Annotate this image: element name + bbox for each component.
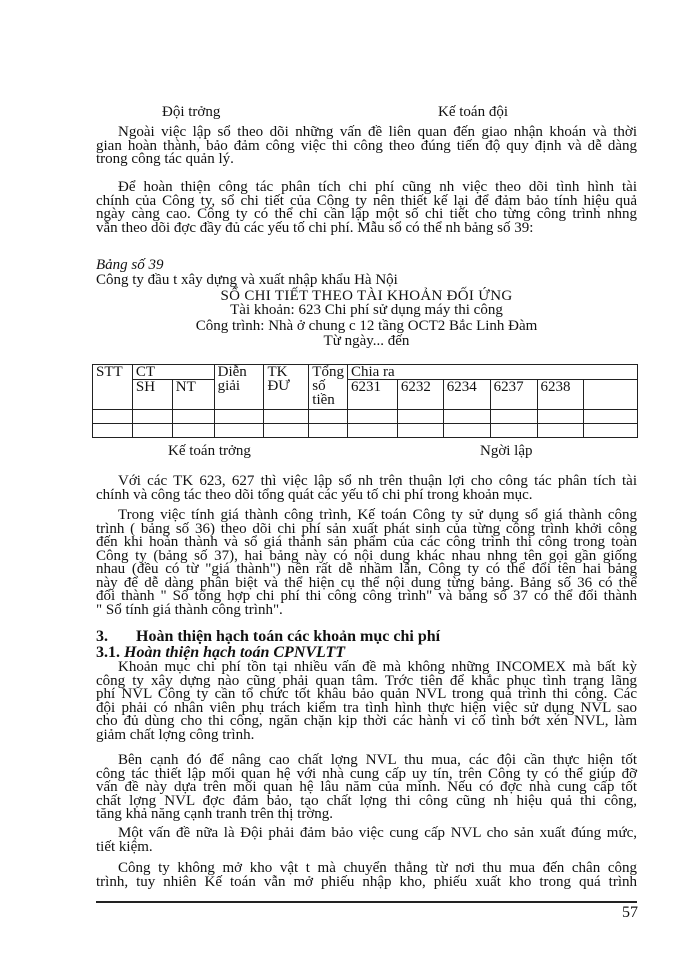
paragraph-line: đổi thành " Sổ tổng hợp chi phí thi công công trình" và bảng số 37 có thể đổi thành	[96, 588, 637, 604]
section-3-1-heading: Hoàn thiện hạch toán CPNVLTT	[124, 644, 346, 661]
paragraph-2	[96, 181, 637, 235]
paragraph-line: Một vấn đề nữa là Đội phải đảm bảo việc cung cấp NVL cho sản xuất đúng mức,	[118, 825, 637, 841]
header-account: 6231	[347, 380, 397, 410]
signature-team-accountant: Kế toán đội	[438, 104, 508, 120]
table-subheader-row	[93, 380, 638, 410]
paragraph-line: trình, tuy nhiên Kế toán vẫn mở phiếu nhập kho, phiếu xuất kho trong quá trình	[96, 873, 637, 890]
paragraph-line: trong công tác quản lý.	[96, 151, 234, 167]
paragraph-line: công ty xây dựng nào cũng phải quan tâm. Trớc tiên để khắc phục tình trạng lãng	[96, 672, 637, 689]
paragraph-7	[96, 827, 637, 854]
paragraph-1	[96, 126, 637, 167]
table-row	[93, 410, 638, 424]
signature-team-leader: Đội trởng	[162, 104, 221, 120]
paragraph-line: vấn đề này dựa trên mối quan hệ lâu năm của mình. Nếu có đợc nhà cung cấp tốt	[96, 779, 637, 795]
ledger-title: SỔ CHI TIẾT THEO TÀI KHOẢN ĐỐI ỨNG	[220, 288, 513, 304]
paragraph-line: gian hoàn thành, bảo đảm công việc thi công theo đúng tiến độ quy định và dễ dàng	[96, 137, 637, 154]
paragraph-line: cho đủ dùng cho thi công, ngăn chặn kịp thời các hành vi cố tình bớt xén NVL, làm	[96, 713, 637, 729]
paragraph-line: tiết kiệm.	[96, 838, 153, 855]
table-caption: Bảng số 39	[96, 257, 164, 273]
page-number: 57	[622, 904, 638, 921]
paragraph-line: công tác thiết lập mối quan hệ với nhà cung cấp uy tín, trên Công ty có thể giúp đỡ	[96, 765, 637, 782]
paragraph-line: Với các TK 623, 627 thì việc lập sổ nh trên thuận lợi cho công tác phân tích tài	[118, 473, 637, 489]
paragraph-line: phí NVL Công ty cần tổ chức tốt khâu bảo quản NVL trong quá trình thi công. Các	[96, 686, 637, 702]
paragraph-line: nhau (đều có từ "giá thành") nên rất dễ nhầm lẫn, Công ty có thể đổi tên hai bảng	[96, 561, 637, 577]
paragraph-line: Ngoài việc lập sổ theo dõi những vấn đề liên quan đến giao nhận khoán và thời	[118, 124, 637, 140]
paragraph-line: đội phải có nhân viên phụ trách kiểm tra tình hình thực hiện việc sử dụng NVL sao	[96, 699, 637, 716]
paragraph-4	[96, 509, 637, 617]
paragraph-5	[96, 661, 637, 742]
header-ct: CT	[132, 365, 214, 380]
section-3-1-number: 3.1.	[96, 644, 120, 661]
paragraph-line: giảm chất lợng công trình.	[96, 726, 255, 743]
header-account: 6234	[443, 380, 490, 410]
section-3-heading: Hoàn thiện hạch toán các khoản mục chi phí	[136, 628, 441, 645]
paragraph-line: ngày càng cao. Công ty có thể chỉ cần lập một số chi tiết cho từng công trình nhng	[96, 206, 637, 222]
signature-preparer: Ngời lập	[480, 443, 533, 459]
paragraph-line: Để hoàn thiện công tác phân tích chi phí cũng nh việc theo dõi tình hình tài	[118, 179, 637, 195]
paragraph-line: chất lợng NVL đợc đảm bảo, tạo chất lợng thi công cũng nh hiệu quả thi công,	[96, 792, 637, 809]
paragraph-line: Bên cạnh đó để nâng cao chất lợng NVL thu mua, các đội cần thực hiện tốt	[118, 752, 637, 768]
header-nt: NT	[172, 380, 214, 410]
header-account: 6237	[490, 380, 537, 410]
paragraph-line: Công ty (bảng số 37), hai bảng này có nội dung khác nhau nhng tên gọi gần giống	[96, 547, 637, 564]
paragraph-6	[96, 754, 637, 822]
header-stt: STT	[93, 365, 133, 410]
paragraph-line: trình ( bảng số 36) theo dõi chi phí sản xuất phát sinh của từng công trình khởi công	[96, 520, 637, 537]
project-line: Công trình: Nhà ở chung c 12 tầng OCT2 Bắc Linh Đàm	[195, 318, 538, 334]
paragraph-line: Công ty không mở kho vật t mà chuyển thẳng từ nơi thu mua đến chân công	[118, 860, 637, 876]
paragraph-3	[96, 475, 637, 502]
signature-chief-accountant: Kế toán trởng	[168, 443, 251, 459]
paragraph-line: này để dễ dàng phân biệt và thể hiện cụ thể nội dung từng bảng. Bảng số 36 có thể	[96, 574, 637, 591]
header-chia-ra: Chia ra	[347, 365, 637, 380]
account-line: Tài khoản: 623 Chi phí sử dụng máy thi công	[230, 302, 503, 318]
paragraph-line: chính của Công ty, sổ chi tiết của Công ty nên thiết kế lại để đảm bảo tính hiệu quả	[96, 192, 637, 209]
paragraph-line: Khoản mục chi phí tồn tại nhiều vấn đề mà không những INCOMEX mà bất kỳ	[118, 659, 637, 675]
header-account-blank	[584, 380, 638, 410]
table-header-row	[93, 365, 638, 380]
header-account: 6238	[537, 380, 584, 410]
paragraph-line: chính và công tác theo dõi tổng quát các yếu tố chi phí trong khoản mục.	[96, 486, 533, 503]
period-line: Từ ngày... đến	[323, 333, 410, 349]
section-3-number: 3.	[96, 628, 108, 645]
table-row	[93, 424, 638, 438]
header-sh: SH	[132, 380, 172, 410]
header-tong-so-tien: Tổng số tiền	[309, 365, 348, 410]
paragraph-line: " Sổ tính giá thành công trình".	[96, 601, 283, 618]
paragraph-line: tăng khả năng cạnh tranh trên thị trờng.	[96, 806, 334, 822]
paragraph-line: vẫn theo dõi đợc đầy đủ các yếu tố chi phí. Mẫu sổ có thể nh bảng số 39:	[96, 219, 534, 236]
company-name: Công ty đầu t xây dựng và xuất nhập khẩu Hà Nội	[96, 272, 398, 288]
paragraph-line: đến khi hoàn thành và sổ giá thành sản phẩm của các công trình thi công trong toàn	[96, 534, 637, 550]
header-tk-du: TK ĐƯ	[264, 365, 309, 410]
ledger-table	[92, 364, 638, 438]
header-account: 6232	[397, 380, 443, 410]
footer-rule	[96, 901, 637, 903]
paragraph-8	[96, 862, 637, 889]
paragraph-line: Trong việc tính giá thành công trình, Kế toán Công ty sử dụng sổ giá thành công	[118, 507, 637, 523]
header-dien-giai: Diễn giải	[214, 365, 264, 410]
